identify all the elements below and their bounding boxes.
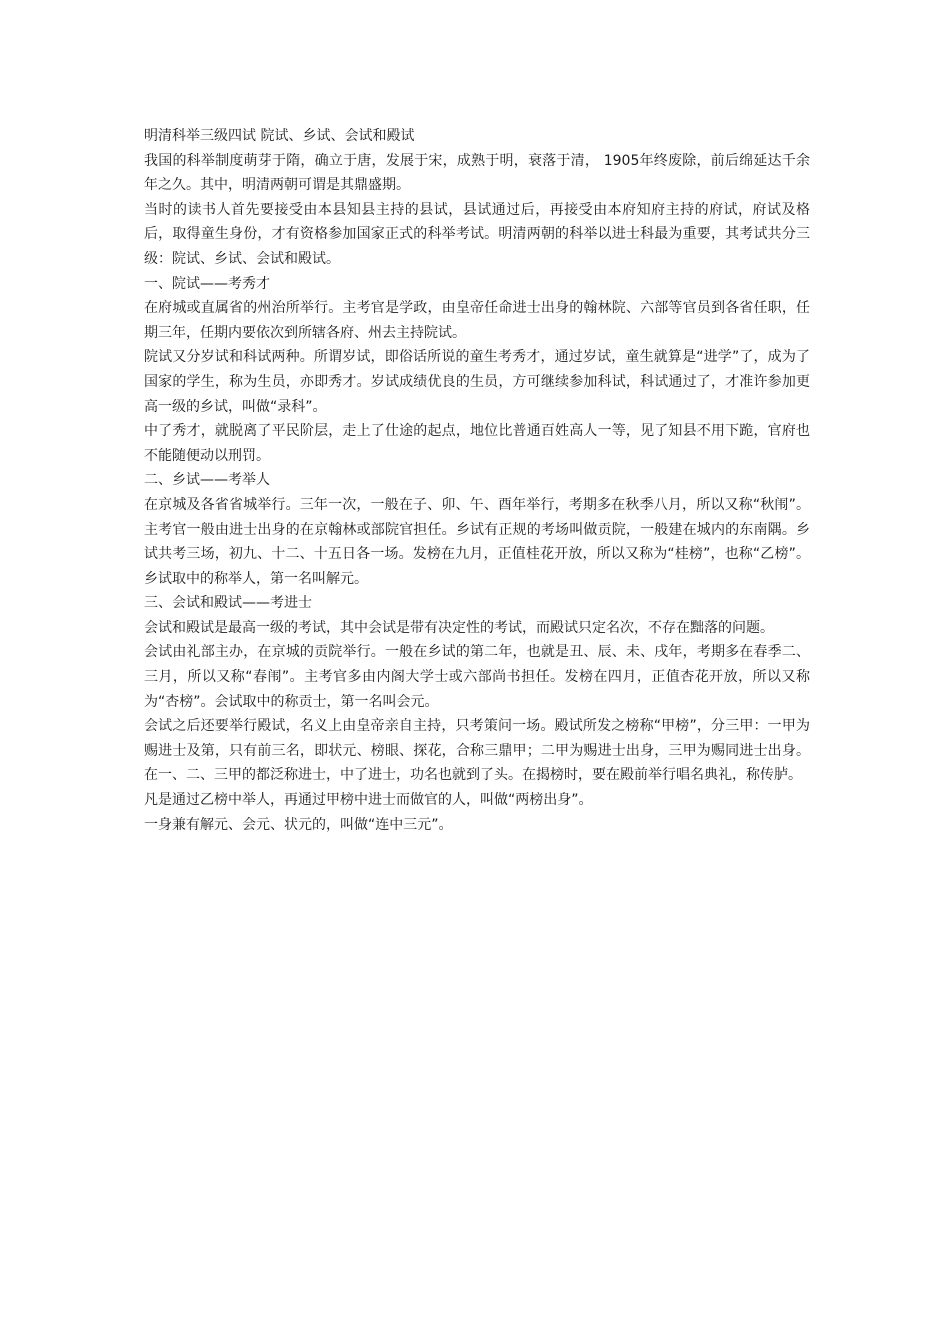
section-heading-huishi-dianshi: 三、会试和殿试——考进士: [144, 595, 312, 612]
background-paragraph: 当时的读书人首先要接受由本县知县主持的县试，县试通过后，再接受由本府知府主持的府试，府试及格后，取得童生身份，才有资格参加国家正式的科举考试。明清两朝的科举以进士科最为重要，其考试共分三级：院试、乡试、会试和殿试。: [144, 201, 810, 267]
liangbang-paragraph: 凡是通过乙榜中举人，再通过甲榜中进士而做官的人，叫做“两榜出身”。: [144, 792, 593, 809]
intro-paragraph: 我国的科举制度萌芽于隋，确立于唐，发展于宋，成熟于明，衰落于清， 1905年终废除，前后绵延达千余年之久。其中，明清两朝可谓是其鼎盛期。: [144, 152, 810, 194]
section-heading-yuanshi: 一、院试——考秀才: [144, 275, 270, 292]
huishi-paragraph: 会试由礼部主办，在京城的贡院举行。一般在乡试的第二年，也就是丑、辰、未、戌年，考期多在春季二、三月，所以又称“春闱”。主考官多由内阁大学士或六部尚书担任。发榜在四月，正值杏花开放，所以又称为“杏榜”。会试取中的称贡士，第一名叫会元。: [144, 644, 810, 710]
xiucai-status-paragraph: 中了秀才，就脱离了平民阶层，走上了仕途的起点，地位比普通百姓高人一等，见了知县不用下跪，官府也不能随便动以刑罚。: [144, 423, 810, 464]
document-title: 明清科举三级四试 院试、乡试、会试和殿试: [144, 128, 415, 144]
huishi-dianshi-overview-paragraph: 会试和殿试是最高一级的考试，其中会试是带有决定性的考试，而殿试只定名次，不存在黜落的问题。: [144, 619, 774, 636]
yuanshi-location-paragraph: 在府城或直属省的州治所举行。主考官是学政，由皇帝任命进士出身的翰林院、六部等官员到各省任职，任期三年，任期内要依次到所辖各府、州去主持院试。: [144, 300, 810, 341]
sanyuan-paragraph: 一身兼有解元、会元、状元的，叫做“连中三元”。: [144, 816, 453, 833]
yuanshi-types-paragraph: 院试又分岁试和科试两种。所谓岁试，即俗话所说的童生考秀才，通过岁试，童生就算是“进学”了，成为了国家的学生，称为生员，亦即秀才。岁试成绩优良的生员，方可继续参加科试，科试通过了，才准许参加更高一级的乡试，叫做“录科”。: [144, 349, 810, 415]
dianshi-paragraph: 会试之后还要举行殿试，名义上由皇帝亲自主持，只考策问一场。殿试所发之榜称“甲榜”，分三甲：一甲为赐进士及第，只有前三名，即状元、榜眼、探花，合称三鼎甲；二甲为赐进士出身，三甲为赐同进士出身。在一、二、三甲的都泛称进士，中了进士，功名也就到了头。在揭榜时，要在殿前举行唱名典礼，称传胪。: [144, 718, 810, 784]
section-heading-xiangshi: 二、乡试——考举人: [144, 472, 270, 489]
xiangshi-paragraph: 在京城及各省省城举行。三年一次，一般在子、卯、午、酉年举行，考期多在秋季八月，所以又称“秋闱”。主考官一般由进士出身的在京翰林或部院官担任。乡试有正规的考场叫做贡院，一般建在城内的东南隅。乡试共考三场，初九、十二、十五日各一场。发榜在九月，正值桂花开放，所以又称为“桂榜”，也称“乙榜”。乡试取中的称举人，第一名叫解元。: [144, 496, 810, 587]
document-body: [144, 124, 810, 837]
